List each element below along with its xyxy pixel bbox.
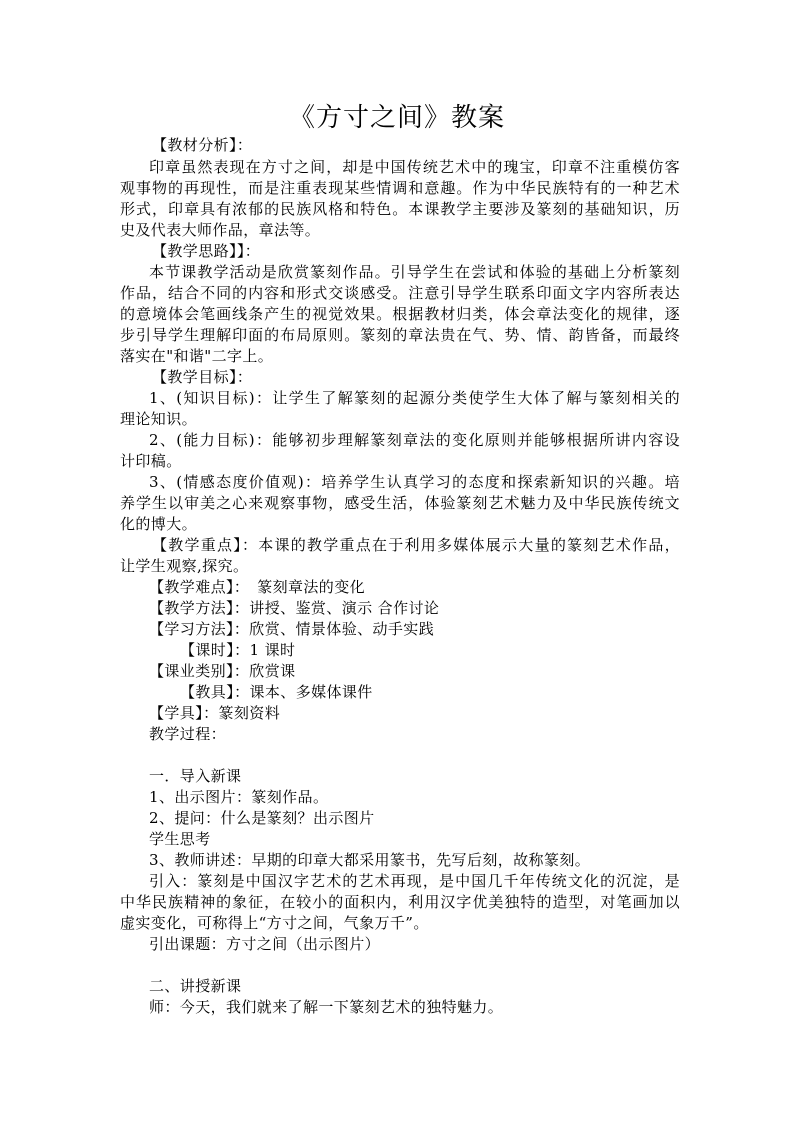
text-line: 2、提问：什么是篆刻？出示图片 xyxy=(149,809,375,827)
text-line: 引出课题：方寸之间（出示图片） xyxy=(149,935,381,953)
text-line: 作品，结合不同的内容和形式交谈感受。注意引导学生联系印面文字内容所表达 xyxy=(120,284,680,302)
text-line: 本节课教学活动是欣赏篆刻作品。引导学生在尝试和体验的基础上分析篆刻 xyxy=(149,263,680,281)
text-line: 【教学方法】：讲授、鉴赏、演示 合作讨论 xyxy=(149,599,440,617)
text-line: 化的博大。 xyxy=(120,515,198,533)
text-line: 史及代表大师作品，章法等。 xyxy=(120,221,321,239)
text-line: 养学生以审美之心来观察事物，感受生活，体验篆刻艺术魅力及中华民族传统文 xyxy=(120,494,680,512)
text-line: 1、出示图片：篆刻作品。 xyxy=(149,788,329,806)
text-line: 【教学思路】】： xyxy=(152,242,261,260)
text-line: 师：今天，我们就来了解一下篆刻艺术的独特魅力。 xyxy=(149,998,504,1016)
text-line: 形式，印章具有浓郁的民族风格和特色。本课教学主要涉及篆刻的基础知识，历 xyxy=(120,200,680,218)
text-line: 【教学重点】：本课的教学重点在于利用多媒体展示大量的篆刻艺术作品， xyxy=(152,536,680,554)
text-line: 步引导学生理解印面的布局原则。篆刻的章法贵在气、势、情、韵皆备，而最终 xyxy=(120,326,680,344)
text-line: 理论知识。 xyxy=(120,410,198,428)
text-line: 3、(情感态度价值观)：培养学生认真学习的态度和探索新知识的兴趣。培 xyxy=(149,473,680,491)
text-line: 引入：篆刻是中国汉字艺术的艺术再现，是中国几千年传统文化的沉淀，是 xyxy=(149,872,680,890)
text-line: 【课时】：1 课时 xyxy=(180,641,296,659)
text-line: 【教具】：课本、多媒体课件 xyxy=(180,683,373,701)
text-line: 让学生观察,探究。 xyxy=(120,557,249,575)
text-line: 的意境体会笔画线条产生的视觉效果。根据教材归类，体会章法变化的规律，逐 xyxy=(120,305,680,323)
text-line: 印章虽然表现在方寸之间，却是中国传统艺术中的瑰宝，印章不注重模仿客 xyxy=(149,158,680,176)
text-line: 观事物的再现性，而是注重表现某些情调和意趣。作为中华民族特有的一种艺术 xyxy=(120,179,680,197)
text-line: 1、(知识目标)：让学生了解篆刻的起源分类使学生大体了解与篆刻相关的 xyxy=(149,389,680,407)
text-line: 中华民族精神的象征，在较小的面积内，利用汉字优美独特的造型，对笔画加以 xyxy=(120,893,680,911)
text-line: 计印稿。 xyxy=(120,452,182,470)
text-line: 虚实变化，可称得上“方寸之间，气象万千”。 xyxy=(120,914,429,932)
text-line: 【教材分析】： xyxy=(152,136,253,154)
text-line: 2、(能力目标)：能够初步理解篆刻章法的变化原则并能够根据所讲内容设 xyxy=(149,431,680,449)
text-line: 【教学难点】： 篆刻章法的变化 xyxy=(149,578,366,596)
text-line: 3、教师讲述：早期的印章大都采用篆书，先写后刻，故称篆刻。 xyxy=(149,851,591,869)
text-line: 【学习方法】：欣赏、情景体验、动手实践 xyxy=(149,620,435,638)
text-line: 教学过程： xyxy=(149,725,227,743)
document-title: 《方寸之间》教案 xyxy=(288,103,505,133)
text-line: 学生思考 xyxy=(149,830,211,848)
text-line: 【学具】：篆刻资料 xyxy=(149,704,281,722)
text-line: 二、讲授新课 xyxy=(149,977,242,995)
text-line: 【教学目标】： xyxy=(152,368,253,386)
text-line: 落实在"和谐"二字上。 xyxy=(120,347,274,365)
text-line: 一．导入新课 xyxy=(149,767,242,785)
text-line: 【课业类别】：欣赏课 xyxy=(149,662,296,680)
